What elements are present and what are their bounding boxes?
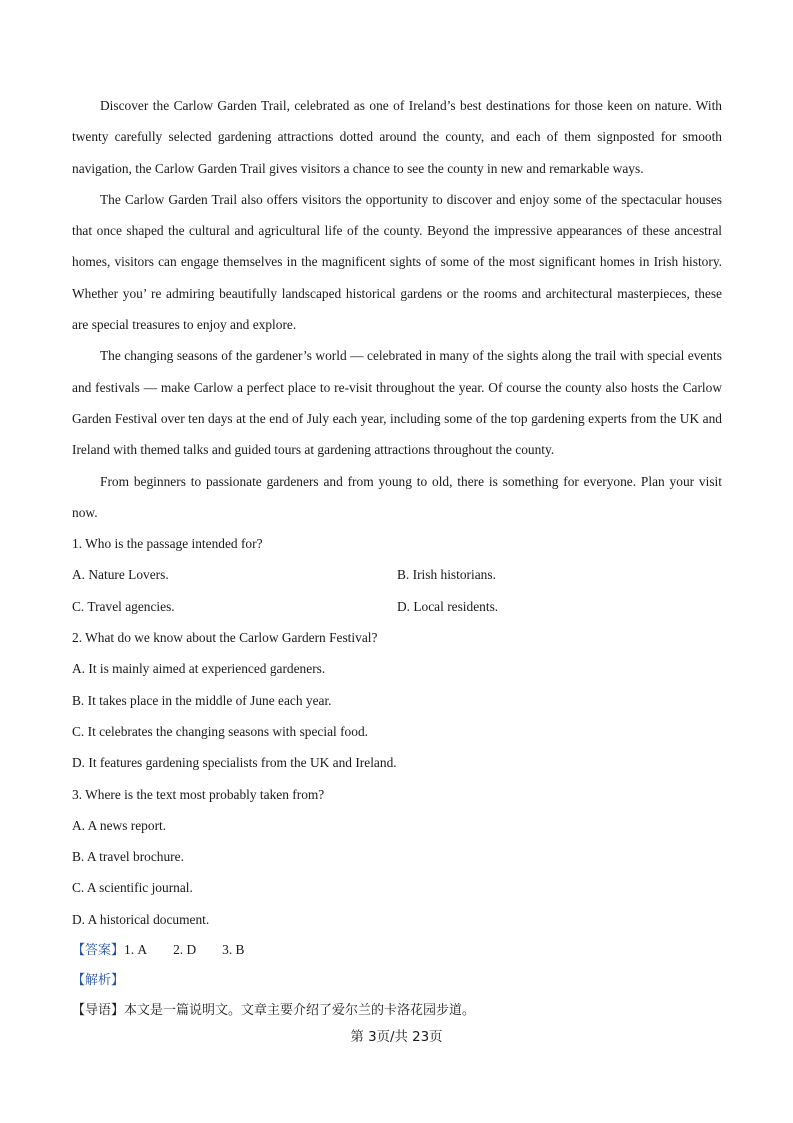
question-3-option-a: A. A news report. — [72, 817, 167, 833]
page-content — [72, 90, 722, 1025]
question-1-options-row-1 — [72, 559, 722, 590]
guide-tag: 【导语】 — [72, 1003, 125, 1019]
question-1-option-b: B. Irish historians. — [397, 567, 496, 583]
analysis-line — [72, 965, 722, 995]
question-1-option-a: A. Nature Lovers. — [72, 567, 169, 583]
page-footer: 第 3页/共 23页 — [350, 1030, 443, 1045]
answer-1: 1. A — [124, 942, 148, 958]
passage-paragraph-3: The changing seasons of the gardener’s world — celebrated in many of the sights along the trail with special events and festivals — make Carlow a perfect place to re-visit throughout the year. Of course the county also hosts the Carlow Garden Festival over ten days at the end of July each year, including some of the top gardening experts from the UK and Ireland with themed talks and guided tours at gardening attractions throughout the county. — [72, 348, 722, 458]
question-2-option-b: B. It takes place in the middle of June each year. — [72, 692, 332, 708]
question-1-option-c: C. Travel agencies. — [72, 598, 175, 614]
answer-3: 3. B — [222, 942, 245, 958]
answer-tag: 【答案】 — [72, 943, 125, 959]
question-1-options-row-2 — [72, 591, 722, 622]
question-2-option-c: C. It celebrates the changing seasons with special food. — [72, 723, 368, 739]
question-2-option-a: A. It is mainly aimed at experienced gardeners. — [72, 661, 326, 677]
answer-2: 2. D — [173, 942, 197, 958]
passage-paragraph-4: From beginners to passionate gardeners and from young to old, there is something for everyone. Plan your visit now. — [72, 473, 722, 520]
question-3-stem: 3. Where is the text most probably taken from? — [72, 786, 325, 802]
question-3-option-b: B. A travel brochure. — [72, 849, 184, 865]
question-1-option-d: D. Local residents. — [397, 598, 499, 614]
passage-paragraph-1: Discover the Carlow Garden Trail, celebrated as one of Ireland’s best destinations for those keen on nature. With twenty carefully selected gardening attractions dotted around the county, and each of them signposted for smooth navigation, the Carlow Garden Trail gives visitors a chance to see the county in new and remarkable ways. — [72, 98, 722, 176]
question-3-option-c: C. A scientific journal. — [72, 880, 193, 896]
passage-paragraph-2: The Carlow Garden Trail also offers visitors the opportunity to discover and enjoy some of the spectacular houses that once shaped the cultural and agricultural life of the county. Beyond the impressive appearances of these ancestral homes, visitors can engage themselves in the magnificent sights of some of the most significant homes in Irish history. Whether you’ re admiring beautifully landscaped historical gardens or the rooms and architectural masterpieces, these are special treasures to enjoy and explore. — [72, 191, 722, 333]
question-3-option-d: D. A historical document. — [72, 911, 210, 927]
analysis-tag: 【解析】 — [72, 973, 125, 989]
guide-line — [72, 995, 722, 1025]
answer-line — [72, 935, 722, 965]
question-2-option-d: D. It features gardening specialists from the UK and Ireland. — [72, 755, 397, 771]
question-2-stem: 2. What do we know about the Carlow Gardern Festival? — [72, 630, 378, 646]
question-1-stem: 1. Who is the passage intended for? — [72, 536, 263, 552]
guide-text: 本文是一篇说明文。文章主要介绍了爱尔兰的卡洛花园步道。 — [124, 1003, 476, 1019]
